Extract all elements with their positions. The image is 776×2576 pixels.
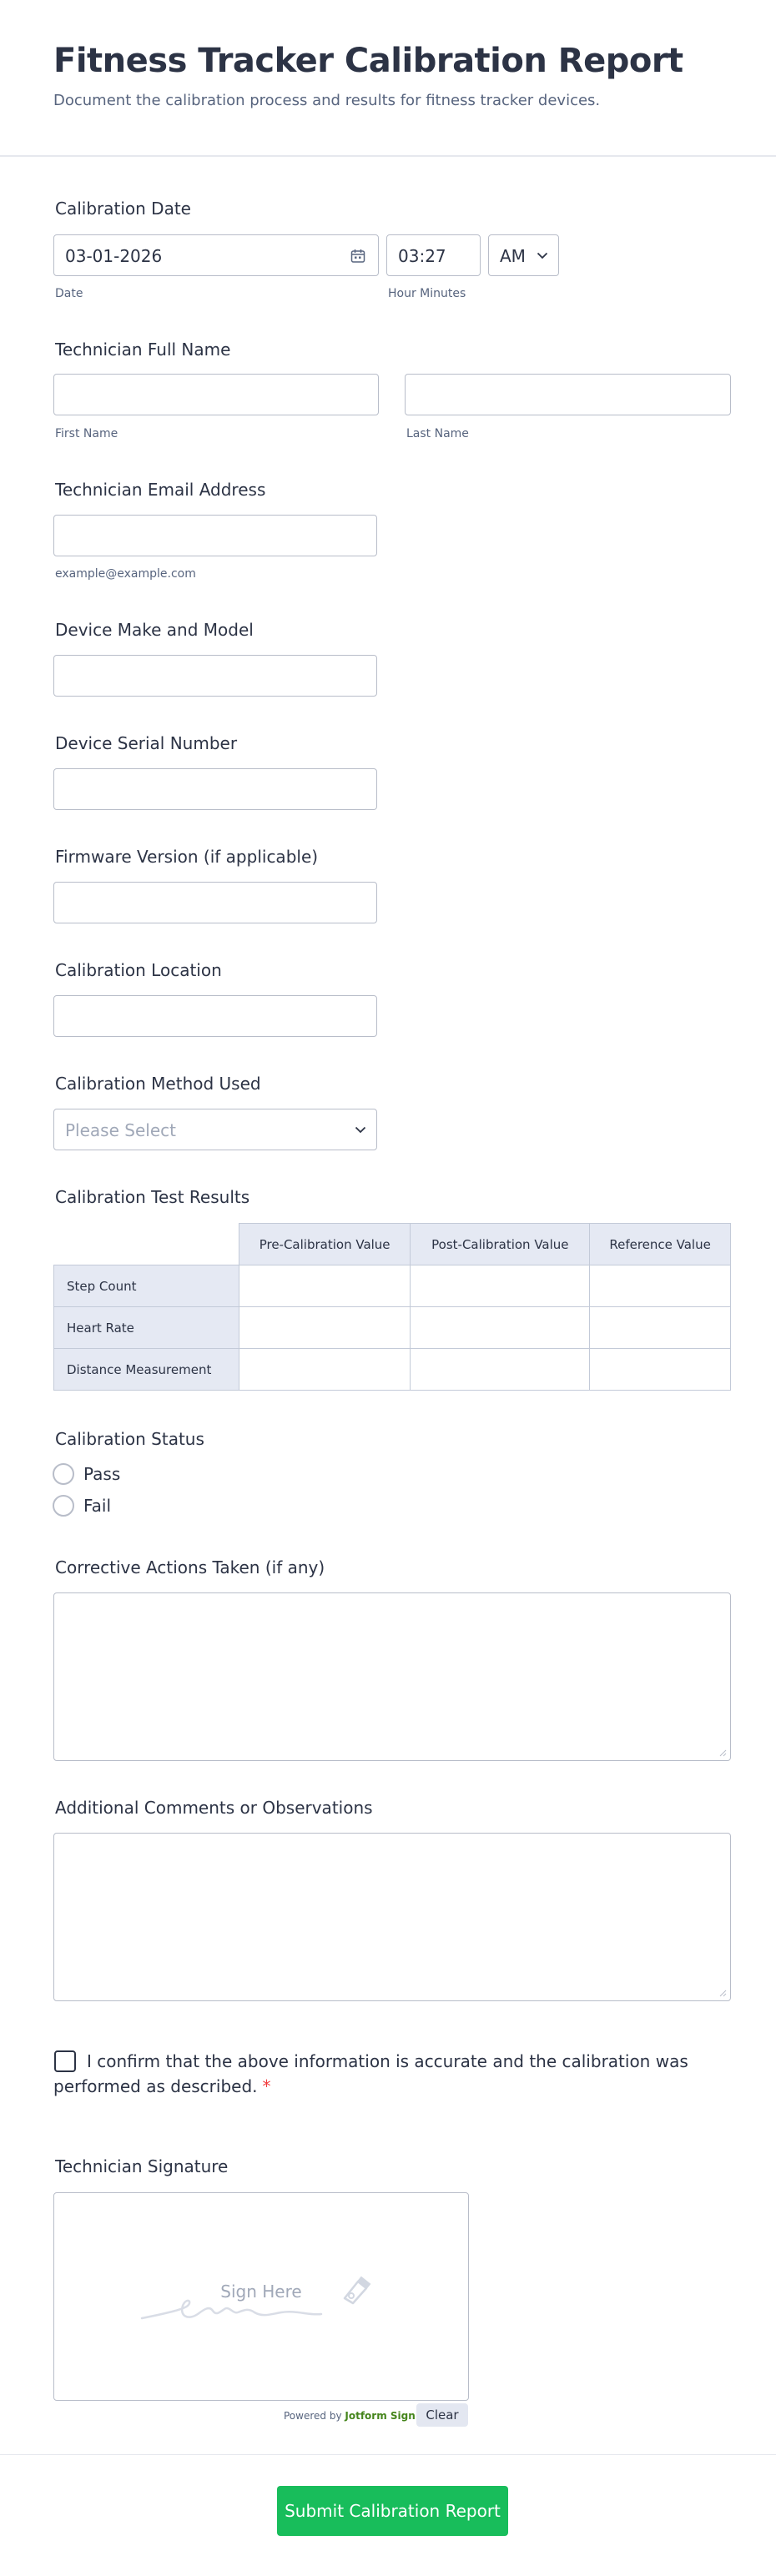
serial-number-input[interactable] xyxy=(53,768,377,810)
table-cell-input[interactable] xyxy=(590,1265,731,1307)
comments-textarea[interactable] xyxy=(53,1833,731,2001)
table-row xyxy=(54,1349,731,1391)
corrective-textarea[interactable] xyxy=(53,1592,731,1761)
status-label: Calibration Status xyxy=(55,1429,204,1449)
chevron-down-icon xyxy=(355,1126,366,1134)
last-name-sublabel: Last Name xyxy=(406,427,469,440)
powered-prefix: Powered by xyxy=(284,2410,342,2422)
time-sublabel: Hour Minutes xyxy=(388,287,466,300)
radio-pass[interactable] xyxy=(53,1463,74,1485)
table-cell-input[interactable] xyxy=(411,1349,590,1391)
form-title: Fitness Tracker Calibration Report xyxy=(53,42,683,80)
powered-brand: Jotform Sign xyxy=(345,2410,416,2422)
chevron-down-icon xyxy=(537,252,548,259)
table-cell-input[interactable] xyxy=(411,1265,590,1307)
row-label: Heart Rate xyxy=(54,1307,239,1349)
table-cell-input[interactable] xyxy=(239,1265,411,1307)
first-name-sublabel: First Name xyxy=(55,427,118,440)
table-cell-input[interactable] xyxy=(239,1349,411,1391)
row-label: Distance Measurement xyxy=(54,1349,239,1391)
last-name-input[interactable] xyxy=(405,374,731,415)
radio-fail[interactable] xyxy=(53,1495,74,1517)
table-cell-input[interactable] xyxy=(590,1349,731,1391)
row-label: Step Count xyxy=(54,1265,239,1307)
method-placeholder: Please Select xyxy=(65,1120,176,1140)
signature-hint: Sign Here xyxy=(220,2282,302,2302)
table-corner xyxy=(54,1224,239,1265)
table-row xyxy=(54,1265,731,1307)
column-header: Post-Calibration Value xyxy=(411,1224,590,1265)
email-sublabel: example@example.com xyxy=(55,567,196,581)
method-select[interactable] xyxy=(53,1109,377,1150)
technician-email-label: Technician Email Address xyxy=(55,480,266,500)
device-model-input[interactable] xyxy=(53,655,377,697)
comments-label: Additional Comments or Observations xyxy=(55,1798,373,1818)
table-cell-input[interactable] xyxy=(239,1307,411,1349)
calendar-icon[interactable] xyxy=(350,249,365,264)
location-label: Calibration Location xyxy=(55,960,222,980)
column-header: Reference Value xyxy=(590,1224,731,1265)
signature-pad[interactable] xyxy=(53,2192,469,2401)
resize-handle-icon[interactable] xyxy=(718,1748,727,1757)
date-sublabel: Date xyxy=(55,287,83,300)
table-cell-input[interactable] xyxy=(590,1307,731,1349)
form-subtitle: Document the calibration process and results for fitness tracker devices. xyxy=(53,92,601,109)
table-cell-input[interactable] xyxy=(411,1307,590,1349)
location-input[interactable] xyxy=(53,995,377,1037)
time-input[interactable] xyxy=(386,234,481,276)
firmware-input[interactable] xyxy=(53,882,377,923)
results-label: Calibration Test Results xyxy=(55,1187,250,1207)
radio-fail-label[interactable]: Fail xyxy=(83,1496,112,1516)
date-value: 03-01-2026 xyxy=(65,246,163,266)
device-model-label: Device Make and Model xyxy=(55,620,254,640)
results-table xyxy=(53,1223,731,1391)
clear-signature-button[interactable]: Clear xyxy=(416,2403,468,2427)
ampm-value: AM xyxy=(500,246,526,266)
date-input[interactable] xyxy=(53,234,379,276)
calibration-date-label: Calibration Date xyxy=(55,199,191,219)
radio-pass-label[interactable]: Pass xyxy=(83,1464,121,1484)
method-label: Calibration Method Used xyxy=(55,1074,261,1094)
technician-name-label: Technician Full Name xyxy=(55,340,231,360)
serial-number-label: Device Serial Number xyxy=(55,733,238,753)
first-name-input[interactable] xyxy=(53,374,379,415)
form-header xyxy=(0,0,776,157)
column-header: Pre-Calibration Value xyxy=(239,1224,411,1265)
corrective-label: Corrective Actions Taken (if any) xyxy=(55,1557,325,1577)
signature-label: Technician Signature xyxy=(55,2156,229,2176)
time-value: 03:27 xyxy=(398,246,446,266)
powered-by-text xyxy=(284,2410,416,2422)
consent-text: I confirm that the above information is accurate and the calibration was performed as described. xyxy=(53,2051,688,2096)
table-row xyxy=(54,1307,731,1349)
firmware-label: Firmware Version (if applicable) xyxy=(55,847,319,867)
consent-label[interactable] xyxy=(53,2049,704,2099)
email-input[interactable] xyxy=(53,515,377,556)
table-header-row xyxy=(54,1224,731,1265)
submit-button[interactable]: Submit Calibration Report xyxy=(277,2486,508,2536)
resize-handle-icon[interactable] xyxy=(718,1989,727,1997)
pen-icon xyxy=(336,2273,375,2307)
required-asterisk: * xyxy=(262,2076,271,2096)
ampm-select[interactable] xyxy=(488,234,559,276)
